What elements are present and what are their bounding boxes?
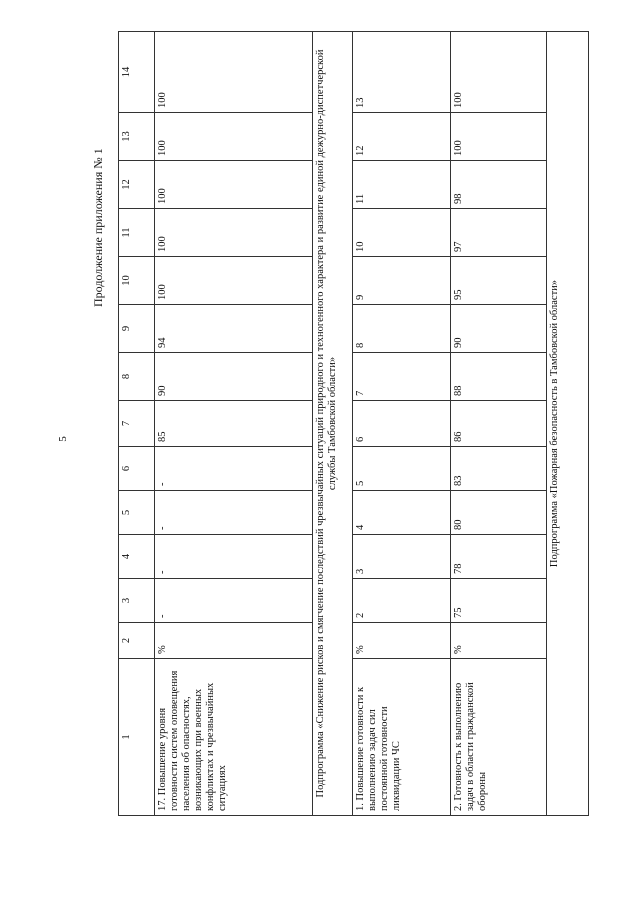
- header-cell: 2: [119, 623, 155, 659]
- header-cell: 3: [119, 579, 155, 623]
- table-cell: 5: [353, 447, 451, 491]
- table-cell: 10: [353, 209, 451, 257]
- header-cell: 14: [119, 32, 155, 113]
- table-cell: 13: [353, 32, 451, 113]
- header-cell: 6: [119, 447, 155, 491]
- table-row: [451, 32, 547, 816]
- table-cell: -: [155, 491, 313, 535]
- table-cell: %: [353, 623, 451, 659]
- table-cell: %: [451, 623, 547, 659]
- table-cell: 90: [451, 305, 547, 353]
- header-row: [119, 32, 155, 816]
- table-cell: 7: [353, 353, 451, 401]
- page-number: 5: [56, 436, 69, 442]
- table-cell: 85: [155, 401, 313, 447]
- subprogram-row: [313, 32, 353, 816]
- table-cell: 98: [451, 161, 547, 209]
- table-cell: -: [155, 579, 313, 623]
- table-cell: 2: [353, 579, 451, 623]
- table-cell: 12: [353, 113, 451, 161]
- table-cell: -: [155, 447, 313, 491]
- table-row: [353, 32, 451, 816]
- table-cell: 9: [353, 257, 451, 305]
- table-cell: 95: [451, 257, 547, 305]
- table-cell: 78: [451, 535, 547, 579]
- header-cell: 11: [119, 209, 155, 257]
- table-cell: -: [155, 535, 313, 579]
- table-cell: 100: [451, 113, 547, 161]
- continuation-title: Продолжение приложения № 1: [91, 148, 105, 307]
- subprogram-title: Подпрограмма «Пожарная безопасность в Тамбовской области»: [547, 32, 589, 816]
- table-cell: 80: [451, 491, 547, 535]
- table-cell: 4: [353, 491, 451, 535]
- header-cell: 8: [119, 353, 155, 401]
- row-label: 1. Повышение готовности к выполнению задач сил постоянной готовности ликвидации ЧС: [353, 659, 451, 816]
- table-cell: 97: [451, 209, 547, 257]
- table-cell: 83: [451, 447, 547, 491]
- table-cell: 100: [451, 32, 547, 113]
- table-cell: 100: [155, 161, 313, 209]
- table-cell: 100: [155, 32, 313, 113]
- subprogram-row: [547, 32, 589, 816]
- table-cell: 11: [353, 161, 451, 209]
- header-cell: 7: [119, 401, 155, 447]
- header-cell: 5: [119, 491, 155, 535]
- header-cell: 4: [119, 535, 155, 579]
- table-row: [155, 32, 313, 816]
- table-cell: 94: [155, 305, 313, 353]
- table-cell: 100: [155, 209, 313, 257]
- table-cell: 3: [353, 535, 451, 579]
- table-cell: 100: [155, 113, 313, 161]
- header-cell: 13: [119, 113, 155, 161]
- table-cell: 90: [155, 353, 313, 401]
- row-label: 2. Готовность к выполнению задач в области гражданской обороны: [451, 659, 547, 816]
- table-cell: %: [155, 623, 313, 659]
- table-cell: 6: [353, 401, 451, 447]
- indicators-table: [118, 31, 589, 816]
- header-cell: 10: [119, 257, 155, 305]
- table-cell: 86: [451, 401, 547, 447]
- header-cell: 1: [119, 659, 155, 816]
- table-cell: 88: [451, 353, 547, 401]
- table-cell: 8: [353, 305, 451, 353]
- row-label: 17. Повышение уровня готовности систем оповещения населения об опасностях, возникающих при военных конфликтах и чрезвычайных ситуациях: [155, 659, 313, 816]
- header-cell: 9: [119, 305, 155, 353]
- table-cell: 75: [451, 579, 547, 623]
- rotated-table: [118, 32, 588, 816]
- subprogram-title: Подпрограмма «Снижение рисков и смягчение последствий чрезвычайных ситуаций природного и техногенного характера и развитие единой дежурно-диспетчерской службы Тамбовской области»: [313, 32, 353, 816]
- header-cell: 12: [119, 161, 155, 209]
- table-cell: 100: [155, 257, 313, 305]
